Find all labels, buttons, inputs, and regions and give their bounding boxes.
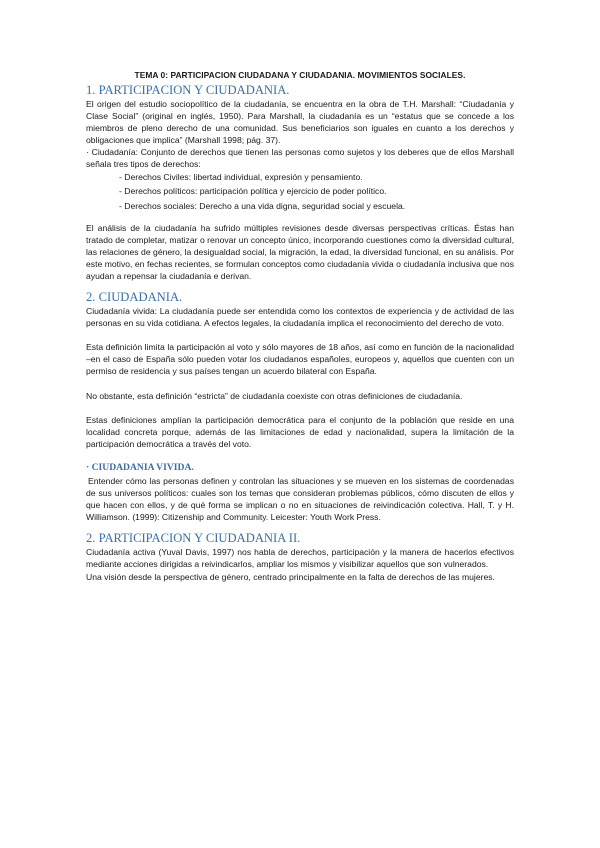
document-page	[86, 70, 514, 583]
ciudadania-vivida-description: Entender cómo las personas definen y controlan las situaciones y se mueven en los sistemas de coordenadas de sus universos políticos: cuales son los temas que consideran problemas públicos, cómo discuten de ellos y que hacen con ellos, y de qué forma se implican o no en situaciones de reivindicación colectiva. Hall, T. y H. Williamson. (1999): Citizenship and Community. Leicester: Youth Work Press.	[86, 475, 514, 523]
section-heading-participacion-ciudadania: 1. PARTICIPACION Y CIUDADANIA.	[86, 83, 290, 97]
ciudadania-activa-paragraph: Ciudadanía activa (Yuval Davis, 1997) nos habla de derechos, participación y la manera de hacerlos efectivos mediante acciones dirigidas a reivindicarlos, ampliar los mismos y visibilizar aquellos que son vulnerados.	[86, 547, 514, 570]
rights-list	[86, 171, 514, 212]
ciudadania-vivida-paragraph: Ciudadanía vivida: La ciudadanía puede ser entendida como los contextos de experiencia y de actividad de las personas en su vida cotidiana. A efectos legales, la ciudadanía implica el reconocimiento del derecho de voto.	[86, 306, 514, 329]
ciudadania-definition	[86, 146, 514, 170]
vote-limitation-paragraph: Esta definición limita la participación al voto y sólo mayores de 18 años, así como en función de la nacionalidad –en el caso de España sólo pueden votar los ciudadanos españoles, europeos y, aquellos que cuenten con un permiso de residencia y sus países tengan un acuerdo bilateral con España.	[86, 342, 514, 377]
list-item-civil-rights: - Derechos Civiles: libertad individual, expresión y pensamiento.	[119, 171, 363, 182]
subsection-heading-ciudadania-vivida: · CIUDADANIA VIVIDA.	[86, 461, 194, 473]
document-title: TEMA 0: PARTICIPACION CIUDADANA Y CIUDADANIA. MOVIMIENTOS SOCIALES.	[134, 70, 466, 80]
definition-bullet: ·	[86, 147, 92, 158]
list-item-political-rights: - Derechos políticos: participación política y ejercicio de poder político.	[119, 186, 387, 197]
definition-term: Ciudadanía	[91, 147, 136, 158]
marshall-origin-paragraph: El origen del estudio sociopolítico de la ciudadanía, se encuentra en la obra de T.H. Marshall: “Ciudadanía y Clase Social” (original en inglés, 1950). Para Marshall, la ciudadanía es un “estatus que se concede a los miembros de pleno derecho de una comunidad. Sus beneficiarios son iguales en cuanto a los derechos y obligaciones que implica” (Marshall 1998; pág. 37).	[86, 99, 514, 146]
gender-perspective-paragraph: Una visión desde la perspectiva de género, centrado principalmente en la falta de derechos de las mujeres.	[86, 571, 495, 582]
list-item-social-rights: - Derechos sociales: Derecho a una vida digna, seguridad social y escuela.	[119, 200, 406, 211]
citizenship-analysis-paragraph: El análisis de la ciudadanía ha sufrido múltiples revisiones desde diversas perspectivas críticas. Éstas han tratado de completar, matizar o renovar un concepto único, incorporando cuestiones como la diversidad cultural, las relaciones de género, la desigualdad social, la migración, la edad, la diversidad funcional, en su análisis. Por este motivo, en fechas recientes, se formulan conceptos como ciudadanía vivida o ciudadanía inclusiva que nos ayudan a repensar la ciudadanía e derivan.	[86, 222, 514, 281]
section-heading-participacion-ciudadania-ii: 2. PARTICIPACION Y CIUDADANIA II.	[86, 531, 301, 546]
section-heading-ciudadania: 2. CIUDADANIA.	[86, 290, 183, 305]
definition-text: : Conjunto de derechos que tienen las personas como sujetos y los deberes que de ellos Marshall señala tres tipos de derechos:	[86, 147, 515, 170]
strict-definition-paragraph: No obstante, esta definición “estricta” de ciudadanía coexiste con otras definiciones de ciudadanía.	[86, 390, 463, 401]
expanded-definitions-paragraph: Estas definiciones amplían la participación democrática para el conjunto de la población que reside en una localidad concreta porque, además de las limitaciones de edad y nacionalidad, supera la limitación de la participación democrática a través del voto.	[86, 414, 514, 449]
